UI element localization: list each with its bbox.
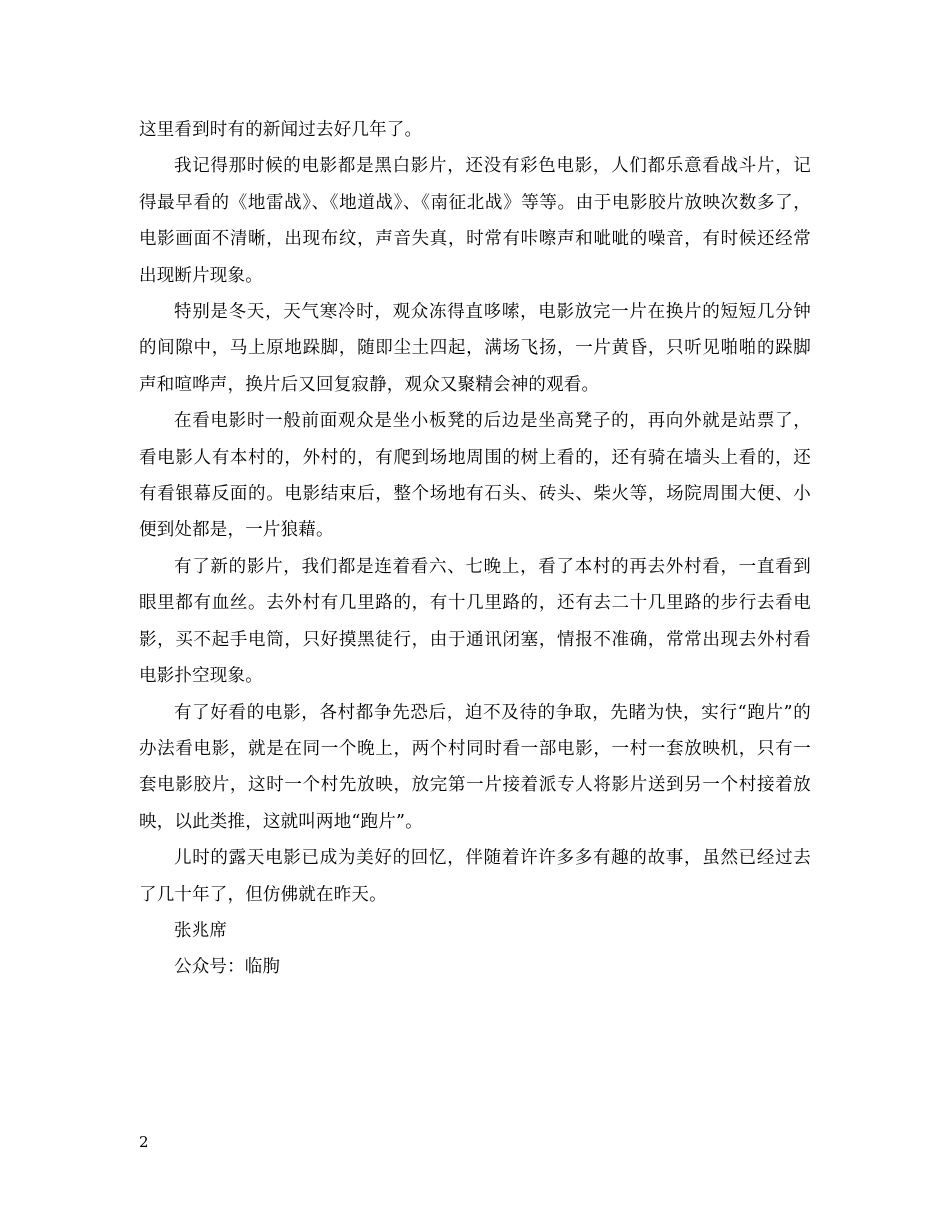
paragraph-4: 在看电影时一般前面观众是坐小板凳的后边是坐高凳子的，再向外就是站票了，看电影人有本村的，外村的，有爬到场地周围的树上看的，还有骑在墙头上看的，还有看银幕反面的。电影结束后，整个场地有石头、砖头、柴火等，场院周围大便、小便到处都是，一片狼藉。 (139, 411, 811, 541)
page-number: 2 (139, 1133, 149, 1151)
paragraph-1: 这里看到时有的新闻过去好几年了。 (139, 120, 423, 140)
paragraph-7: 儿时的露天电影已成为美好的回忆，伴随着许许多多有趣的故事，虽然已经过去了几十年了，但仿佛就在昨天。 (139, 848, 811, 905)
paragraph-3: 特别是冬天，天气寒冷时，观众冻得直哆嗦，电影放完一片在换片的短短几分钟的间隙中，马上原地跺脚，随即尘土四起，满场飞扬，一片黄昏，只听见啪啪的跺脚声和喧哗声，换片后又回复寂静，观众又聚精会神的观看。 (139, 302, 811, 395)
public-account: 公众号：临朐 (174, 957, 281, 978)
paragraph-6: 有了好看的电影，各村都争先恐后，迫不及待的争取，先睹为快，实行“跑片”的办法看电影，就是在同一个晚上，两个村同时看一部电影，一村一套放映机，只有一套电影胶片，这时一个村先放映，放完第一片接着派专人将影片送到另一个村接着放映，以此类推，这就叫两地“跑片”。 (139, 702, 811, 832)
article-body (139, 112, 811, 986)
author-name: 张兆席 (174, 920, 228, 941)
paragraph-2: 我记得那时候的电影都是黑白影片，还没有彩色电影，人们都乐意看战斗片，记得最早看的《地雷战》、《地道战》、《南征北战》等等。由于电影胶片放映次数多了，电影画面不清晰，出现布纹，声音失真，时常有咔嚓声和呲呲的噪音，有时候还经常出现断片现象。 (139, 156, 811, 286)
paragraph-5: 有了新的影片，我们都是连着看六、七晚上，看了本村的再去外村看，一直看到眼里都有血丝。去外村有几里路的，有十几里路的，还有去二十几里路的步行去看电影，买不起手电筒，只好摸黑徒行，由于通讯闭塞，情报不准确，常常出现去外村看电影扑空现象。 (139, 556, 811, 687)
